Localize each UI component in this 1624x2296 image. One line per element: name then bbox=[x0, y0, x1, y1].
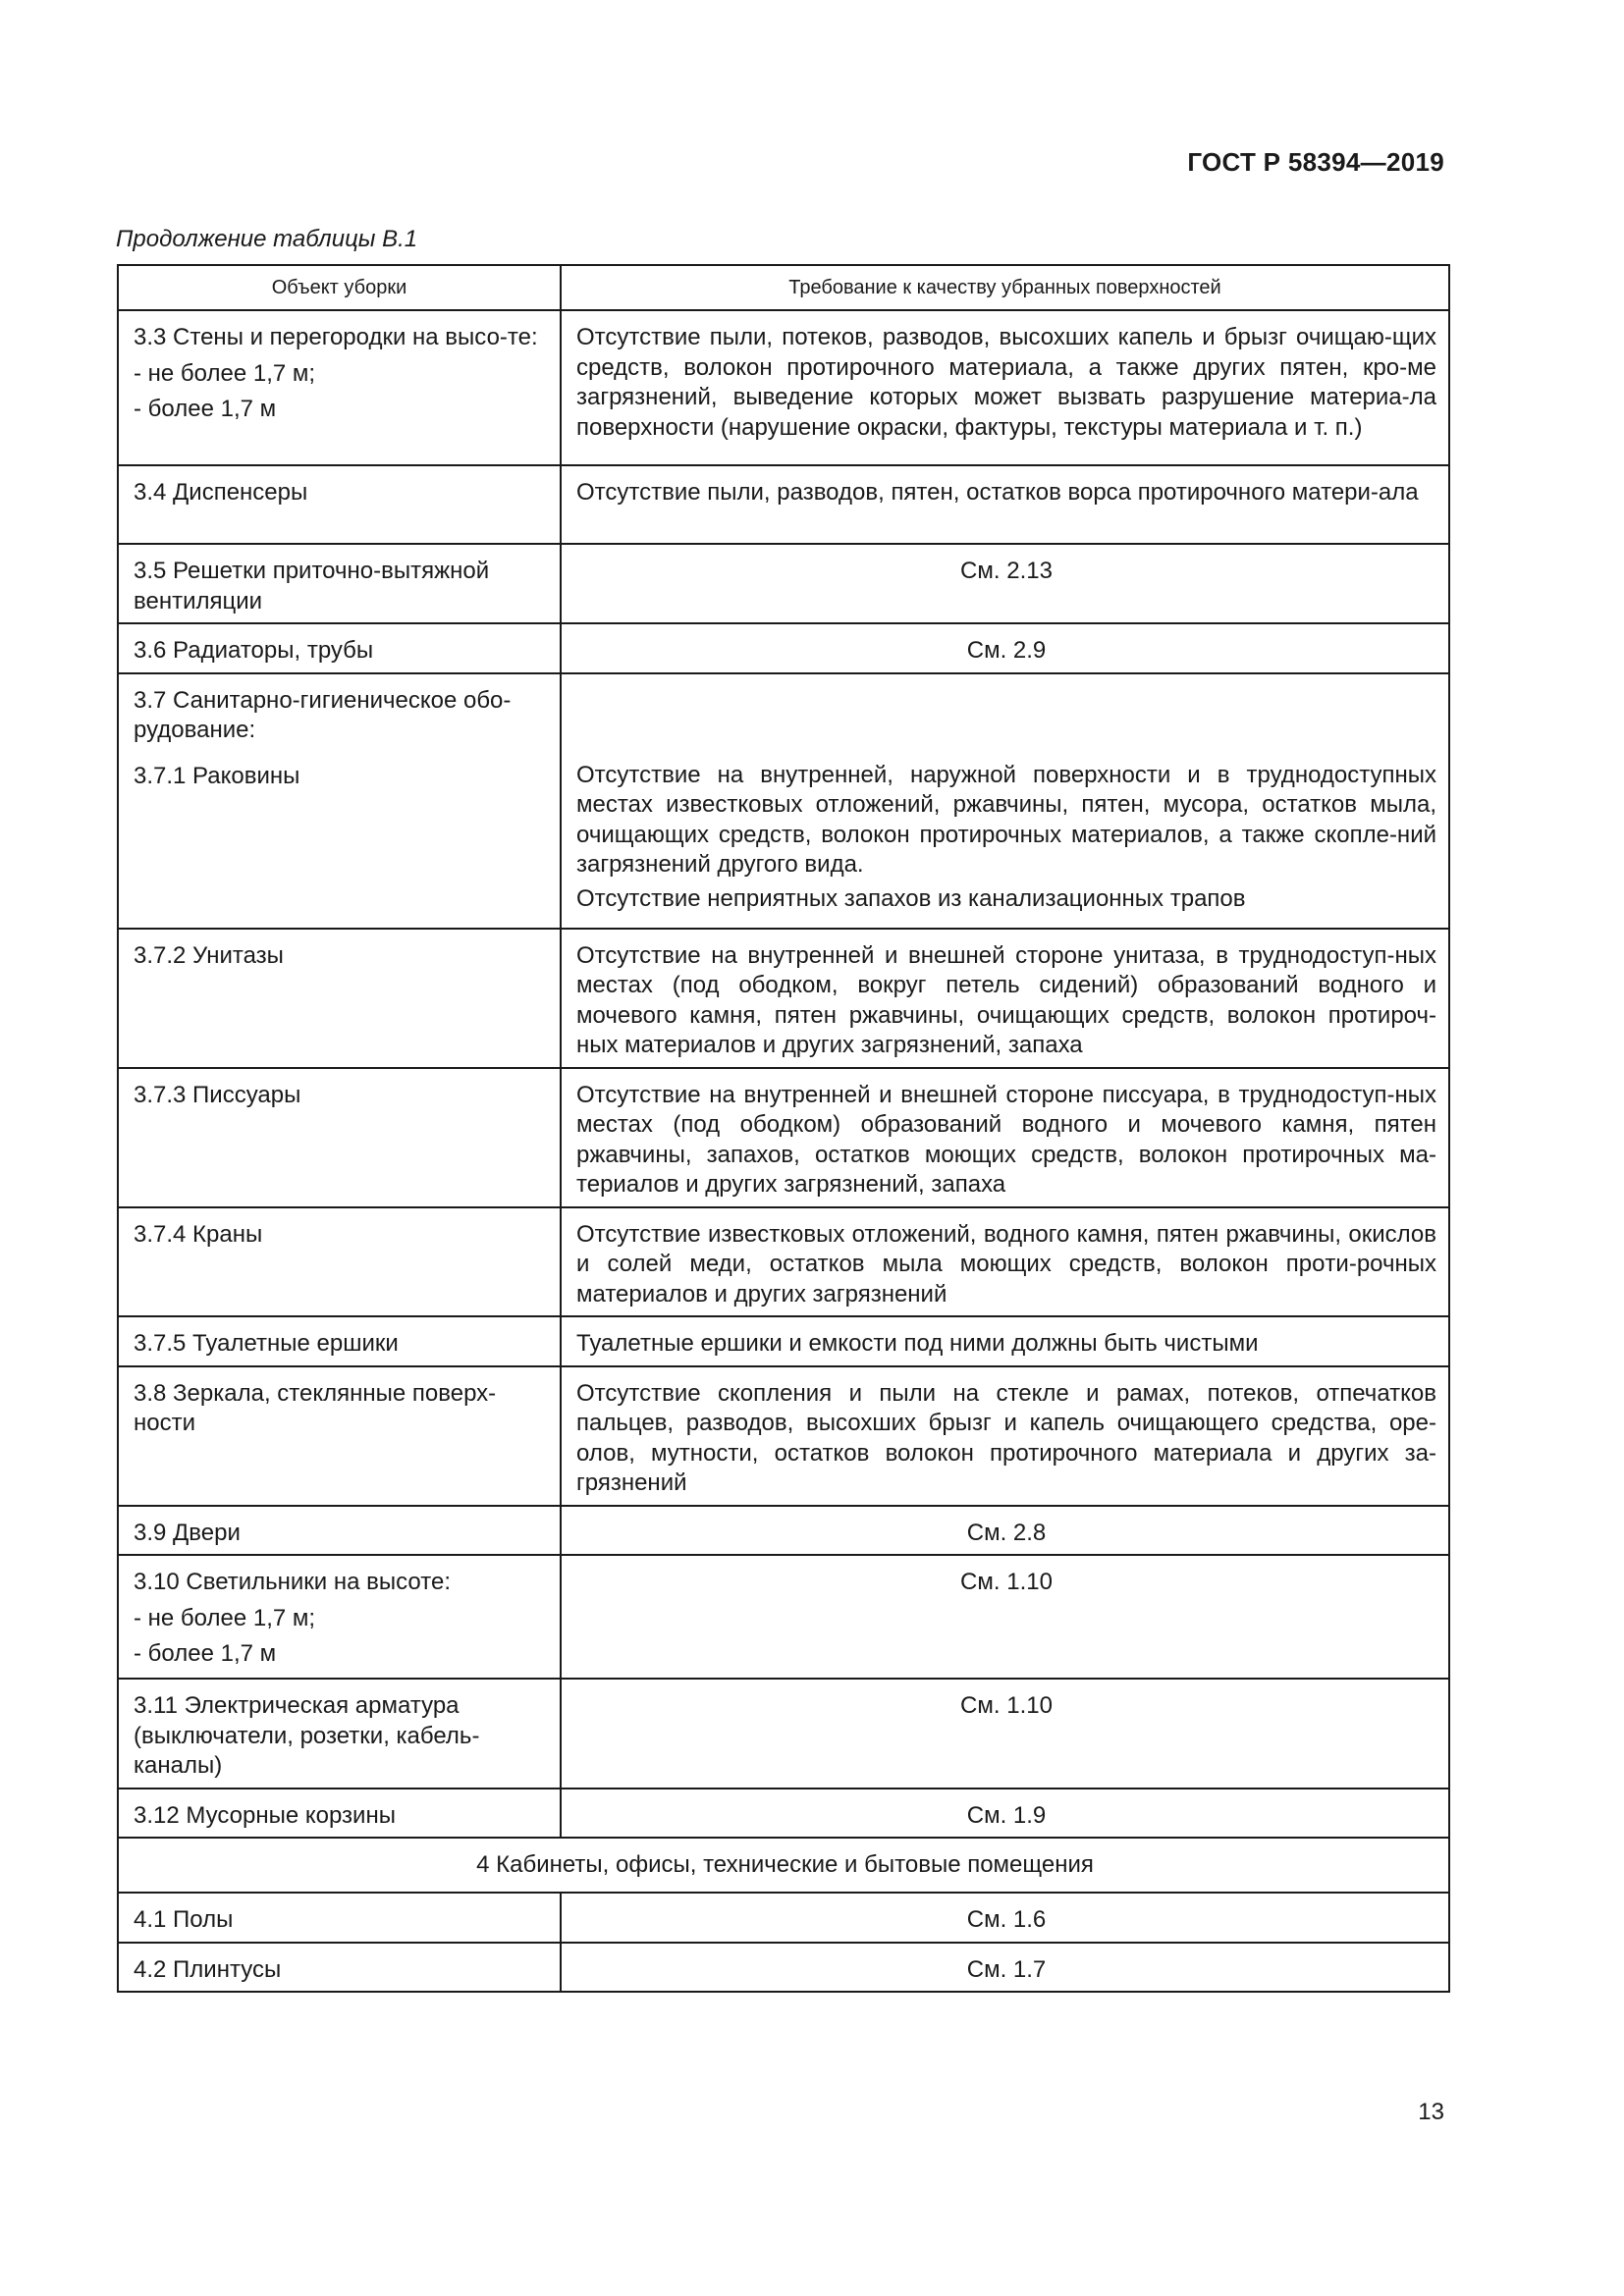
object-cell: 3.12 Мусорные корзины bbox=[118, 1789, 561, 1839]
requirement-cell: См. 2.8 bbox=[561, 1506, 1449, 1556]
object-cell: 3.4 Диспенсеры bbox=[118, 465, 561, 544]
object-cell: 3.9 Двери bbox=[118, 1506, 561, 1556]
requirement-cell: Отсутствие скопления и пыли на стекле и рамах, потеков, отпечатков пальцев, разводов, высохших брызг и капель очищающего средства, оре-олов, мутности, остатков волокон протирочного материала и других за-грязнений bbox=[561, 1366, 1449, 1506]
object-cell bbox=[118, 1555, 561, 1679]
table-header-row bbox=[118, 265, 1449, 310]
object-cell: 3.6 Радиаторы, трубы bbox=[118, 623, 561, 673]
table-row bbox=[118, 1679, 1449, 1789]
object-cell: 3.7.3 Писсуары bbox=[118, 1068, 561, 1207]
object-cell: 3.7.4 Краны bbox=[118, 1207, 561, 1317]
table-row bbox=[118, 1068, 1449, 1207]
object-cell: 3.7.5 Туалетные ершики bbox=[118, 1316, 561, 1366]
table-row bbox=[118, 1366, 1449, 1506]
requirement-cell: Туалетные ершики и емкости под ними должны быть чистыми bbox=[561, 1316, 1449, 1366]
object-cell: 3.8 Зеркала, стеклянные поверх-ности bbox=[118, 1366, 561, 1506]
requirement-cell: См. 1.10 bbox=[561, 1555, 1449, 1679]
table-row bbox=[118, 1555, 1449, 1679]
object-list-item: - более 1,7 м bbox=[134, 396, 277, 422]
requirement-cell: См. 2.9 bbox=[561, 623, 1449, 673]
column-header-object: Объект уборки bbox=[118, 265, 561, 310]
table-row bbox=[118, 544, 1449, 623]
section-row bbox=[118, 1838, 1449, 1893]
object-cell bbox=[118, 673, 561, 929]
requirement-cell: Отсутствие известковых отложений, водного камня, пятен ржавчины, окислов и солей меди, остатков мыла моющих средств, волокон прoти-рочных материалов и других загрязнений bbox=[561, 1207, 1449, 1317]
document-code: ГОСТ Р 58394—2019 bbox=[1187, 147, 1444, 177]
requirements-table bbox=[117, 264, 1450, 1993]
object-list-item: - более 1,7 м bbox=[134, 1640, 277, 1667]
requirement-cell: Отсутствие пыли, потеков, разводов, высохших капель и брызг очищаю-щих средств, волокон протирочного материала, а также других пятен, кро-ме загрязнений, выведение которых может вызвать разрушение материа-ла поверхности (нарушение окраски, фактуры, текстуры материала и т. п.) bbox=[561, 310, 1449, 465]
table-row bbox=[118, 673, 1449, 929]
column-header-requirement: Требование к качеству убранных поверхностей bbox=[561, 265, 1449, 310]
requirement-cell bbox=[561, 673, 1449, 929]
requirement-cell: Отсутствие пыли, разводов, пятен, остатков ворса протирочного матери-ала bbox=[561, 465, 1449, 544]
requirement-cell: Отсутствие на внутренней и внешней стороне унитаза, в труднодоступ-ных местах (под ободком, вокруг петель сидений) образований водного и мочевого камня, пятен ржавчины, очищающих средств, волокон протироч-ных материалов и других загрязнений, запаха bbox=[561, 929, 1449, 1068]
table-row bbox=[118, 310, 1449, 465]
requirement-cell: См. 1.9 bbox=[561, 1789, 1449, 1839]
object-cell: 3.5 Решетки приточно-вытяжной вентиляции bbox=[118, 544, 561, 623]
requirement-text: Отсутствие на внутренней, наружной поверхности и в труднодоступных местах известковых отложений, ржавчины, пятен, мусора, остатков мыла, очищающих средств, волокон протирочных материалов, а также скопле-ний загрязнений другого вида. bbox=[576, 761, 1436, 878]
table-row bbox=[118, 623, 1449, 673]
table-row bbox=[118, 1316, 1449, 1366]
object-cell bbox=[118, 310, 561, 465]
requirement-cell: См. 1.6 bbox=[561, 1893, 1449, 1943]
object-cell: 4.2 Плинтусы bbox=[118, 1943, 561, 1993]
object-list-item: - не более 1,7 м; bbox=[134, 359, 316, 387]
section-heading: 4 Кабинеты, офисы, технические и бытовые помещения bbox=[118, 1838, 1449, 1893]
object-text: 3.3 Стены и перегородки на высо-те: bbox=[134, 324, 538, 350]
table-row bbox=[118, 1506, 1449, 1556]
table-row bbox=[118, 1893, 1449, 1943]
object-cell: 3.11 Электрическая арматура (выключатели, розетки, кабель-каналы) bbox=[118, 1679, 561, 1789]
object-text: 3.7 Санитарно-гигиеническое обо-рудование: bbox=[134, 686, 512, 743]
object-text: 3.10 Светильники на высоте: bbox=[134, 1569, 451, 1595]
object-subitem: 3.7.1 Раковины bbox=[134, 762, 300, 789]
table-caption: Продолжение таблицы В.1 bbox=[116, 226, 418, 252]
requirement-cell: См. 2.13 bbox=[561, 544, 1449, 623]
table-row bbox=[118, 929, 1449, 1068]
table-row bbox=[118, 465, 1449, 544]
requirement-cell: См. 1.10 bbox=[561, 1679, 1449, 1789]
object-cell: 4.1 Полы bbox=[118, 1893, 561, 1943]
table-row bbox=[118, 1207, 1449, 1317]
requirement-cell: См. 1.7 bbox=[561, 1943, 1449, 1993]
spacer bbox=[576, 686, 1436, 761]
requirement-cell: Отсутствие на внутренней и внешней стороне писсуара, в труднодоступ-ных местах (под ободком) образований водного и мочевого камня, пятен ржавчины, запахов, остатков моющих средств, волокон протирочных ма-териалов и других загрязнений, запаха bbox=[561, 1068, 1449, 1207]
table-row bbox=[118, 1789, 1449, 1839]
object-list-item: - не более 1,7 м; bbox=[134, 1604, 316, 1631]
requirement-extra: Отсутствие неприятных запахов из канализационных трапов bbox=[576, 884, 1246, 912]
object-cell: 3.7.2 Унитазы bbox=[118, 929, 561, 1068]
table-row bbox=[118, 1943, 1449, 1993]
page-number: 13 bbox=[1418, 2099, 1444, 2125]
